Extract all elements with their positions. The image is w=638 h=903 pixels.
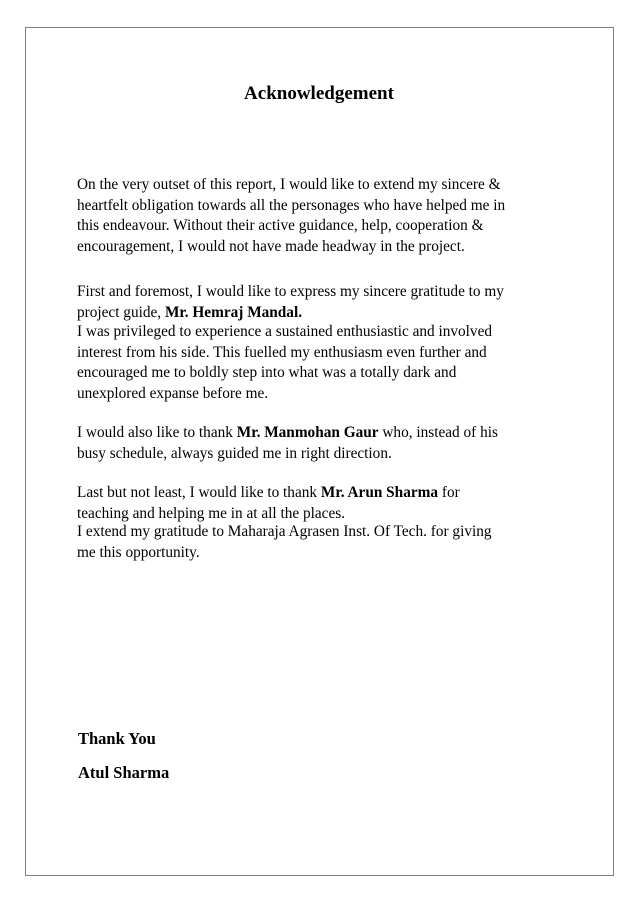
paragraph-line: this endeavour. Without their active guidance, help, cooperation & <box>77 217 484 235</box>
mentor-name: Mr. Manmohan Gaur <box>236 424 379 441</box>
mentor-prefix-text: I would also like to thank <box>77 424 237 441</box>
intro-paragraph <box>77 175 572 257</box>
guide-paragraph <box>77 282 572 323</box>
paragraph-line: I extend my gratitude to Maharaja Agrasen Inst. Of Tech. for giving <box>77 523 492 540</box>
institute-paragraph <box>77 522 572 563</box>
paragraph-line: First and foremost, I would like to express my sincere gratitude to my <box>77 283 504 300</box>
privilege-paragraph <box>77 322 572 404</box>
signature-name: Atul Sharma <box>78 763 170 782</box>
paragraph-line: On the very outset of this report, I would like to extend my sincere & <box>77 176 501 193</box>
mentor-paragraph <box>77 423 572 464</box>
guide-name: Mr. Hemraj Mandal. <box>164 303 303 321</box>
paragraph-line: encouraged me to boldly step into what was a totally dark and <box>77 364 457 382</box>
paragraph-line: I was privileged to experience a sustained enthusiastic and involved <box>77 323 493 340</box>
paragraph-line <box>77 423 572 444</box>
paragraph-line: teaching and helping me in at all the places. <box>77 504 346 522</box>
teacher-name: Mr. Arun Sharma <box>320 484 439 501</box>
paragraph-line: interest from his side. This fuelled my enthusiasm even further and <box>77 343 487 361</box>
guide-prefix-text: project guide, <box>77 303 165 321</box>
mentor-suffix-text: who, instead of his <box>378 424 498 441</box>
paragraph-line: busy schedule, always guided me in right direction. <box>77 444 392 462</box>
teacher-suffix-text: for <box>438 484 460 501</box>
teacher-prefix-text: Last but not least, I would like to thank <box>77 484 321 501</box>
paragraph-line: heartfelt obligation towards all the personages who have helped me in <box>77 196 506 214</box>
paragraph-line <box>77 303 572 324</box>
closing-thank-you: Thank You <box>78 729 156 748</box>
paragraph-line: encouragement, I would not have made headway in the project. <box>77 237 465 255</box>
paragraph-line: unexplored expanse before me. <box>77 384 269 402</box>
teacher-paragraph <box>77 483 572 524</box>
paragraph-line: me this opportunity. <box>77 543 200 561</box>
paragraph-line <box>77 483 572 504</box>
page-title: Acknowledgement <box>244 83 394 104</box>
